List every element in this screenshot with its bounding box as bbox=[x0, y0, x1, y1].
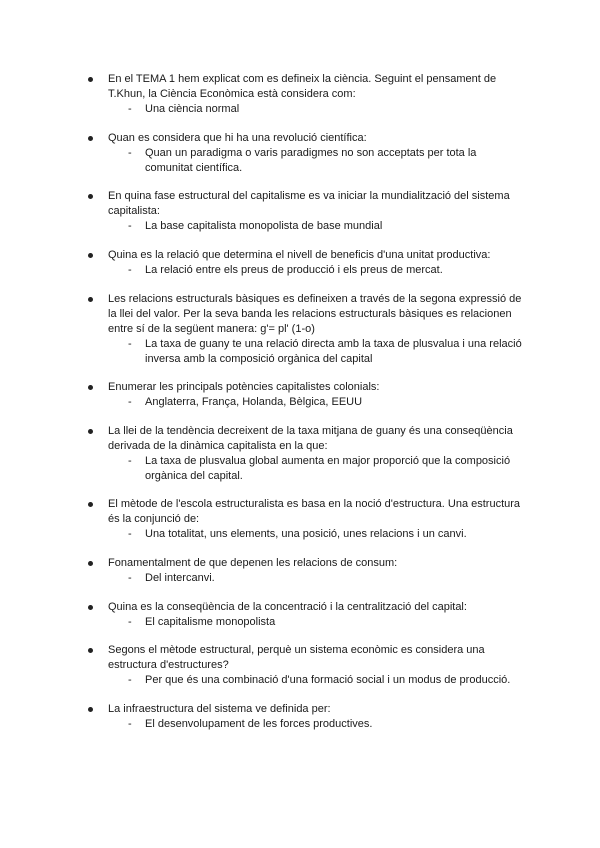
answer-text: El desenvolupament de les forces productives. bbox=[145, 718, 373, 730]
question-text: Segons el mètode estructural, perquè un sistema econòmic es considera una estructura d'estructures? bbox=[108, 644, 485, 671]
bullet-icon bbox=[88, 502, 93, 507]
bullet-icon bbox=[88, 707, 93, 712]
question-text: Quan es considera que hi ha una revolució científica: bbox=[108, 132, 367, 144]
bullet-icon bbox=[88, 605, 93, 610]
question-text: Quina es la relació que determina el nivell de beneficis d'una unitat productiva: bbox=[108, 249, 491, 261]
dash-icon: - bbox=[128, 718, 132, 730]
question-text: La llei de la tendència decreixent de la taxa mitjana de guany és una conseqüència derivada de la dinàmica capitalista en la que: bbox=[108, 425, 513, 452]
answer-text: Una ciència normal bbox=[145, 103, 240, 115]
question-text: Quina es la conseqüència de la concentració i la centralització del capital: bbox=[108, 601, 467, 613]
bullet-icon bbox=[88, 77, 93, 82]
dash-icon: - bbox=[128, 528, 132, 540]
bullet-icon bbox=[88, 561, 93, 566]
question-text: La infraestructura del sistema ve definida per: bbox=[108, 703, 331, 715]
question-text: En el TEMA 1 hem explicat com es defineix la ciència. Seguint el pensament de T.Khun, la Ciència Econòmica està considera com: bbox=[108, 73, 497, 100]
bullet-icon bbox=[88, 136, 93, 141]
dash-icon: - bbox=[128, 396, 132, 408]
question-text: Fonamentalment de que depenen les relacions de consum: bbox=[108, 557, 398, 569]
dash-icon: - bbox=[128, 220, 132, 232]
answer-text: Anglaterra, França, Holanda, Bèlgica, EEUU bbox=[145, 396, 363, 408]
dash-icon: - bbox=[128, 338, 132, 350]
bullet-icon bbox=[88, 648, 93, 653]
bullet-icon bbox=[88, 297, 93, 302]
bullet-icon bbox=[88, 253, 93, 258]
answer-text: La taxa de guany te una relació directa amb la taxa de plusvalua i una relació inversa amb la composició orgànica del capital bbox=[145, 338, 522, 365]
answer-text: Una totalitat, uns elements, una posició, unes relacions i un canvi. bbox=[145, 528, 467, 540]
question-text: El mètode de l'escola estructuralista es basa en la noció d'estructura. Una estructura és la conjunció de: bbox=[108, 498, 521, 525]
dash-icon: - bbox=[128, 455, 132, 467]
dash-icon: - bbox=[128, 264, 132, 276]
bullet-icon bbox=[88, 429, 93, 434]
question-text: Enumerar les principals potències capitalistes colonials: bbox=[108, 381, 380, 393]
question-text: En quina fase estructural del capitalisme es va iniciar la mundialització del sistema capitalista: bbox=[108, 190, 510, 217]
dash-icon: - bbox=[128, 674, 132, 686]
bullet-icon bbox=[88, 194, 93, 199]
dash-icon: - bbox=[128, 572, 132, 584]
answer-text: La base capitalista monopolista de base mundial bbox=[145, 220, 383, 232]
dash-icon: - bbox=[128, 147, 132, 159]
answer-text: Del intercanvi. bbox=[145, 572, 215, 584]
answer-text: La taxa de plusvalua global aumenta en major proporció que la composició orgànica del capital. bbox=[145, 455, 511, 482]
answer-text: La relació entre els preus de producció i els preus de mercat. bbox=[145, 264, 443, 276]
answer-text: El capitalisme monopolista bbox=[145, 616, 276, 628]
answer-text: Quan un paradigma o varis paradigmes no son acceptats per tota la comunitat científica. bbox=[145, 147, 477, 174]
bullet-icon bbox=[88, 385, 93, 390]
answer-text: Per que és una combinació d'una formació social i un modus de producció. bbox=[145, 674, 511, 686]
question-text: Les relacions estructurals bàsiques es defineixen a través de la segona expressió de la llei del valor. Per la seva banda les relacions estructurals bàsiques es relacionen entre sí de la següent manera: g'= pl' (1-o) bbox=[108, 293, 522, 335]
dash-icon: - bbox=[128, 103, 132, 115]
dash-icon: - bbox=[128, 616, 132, 628]
